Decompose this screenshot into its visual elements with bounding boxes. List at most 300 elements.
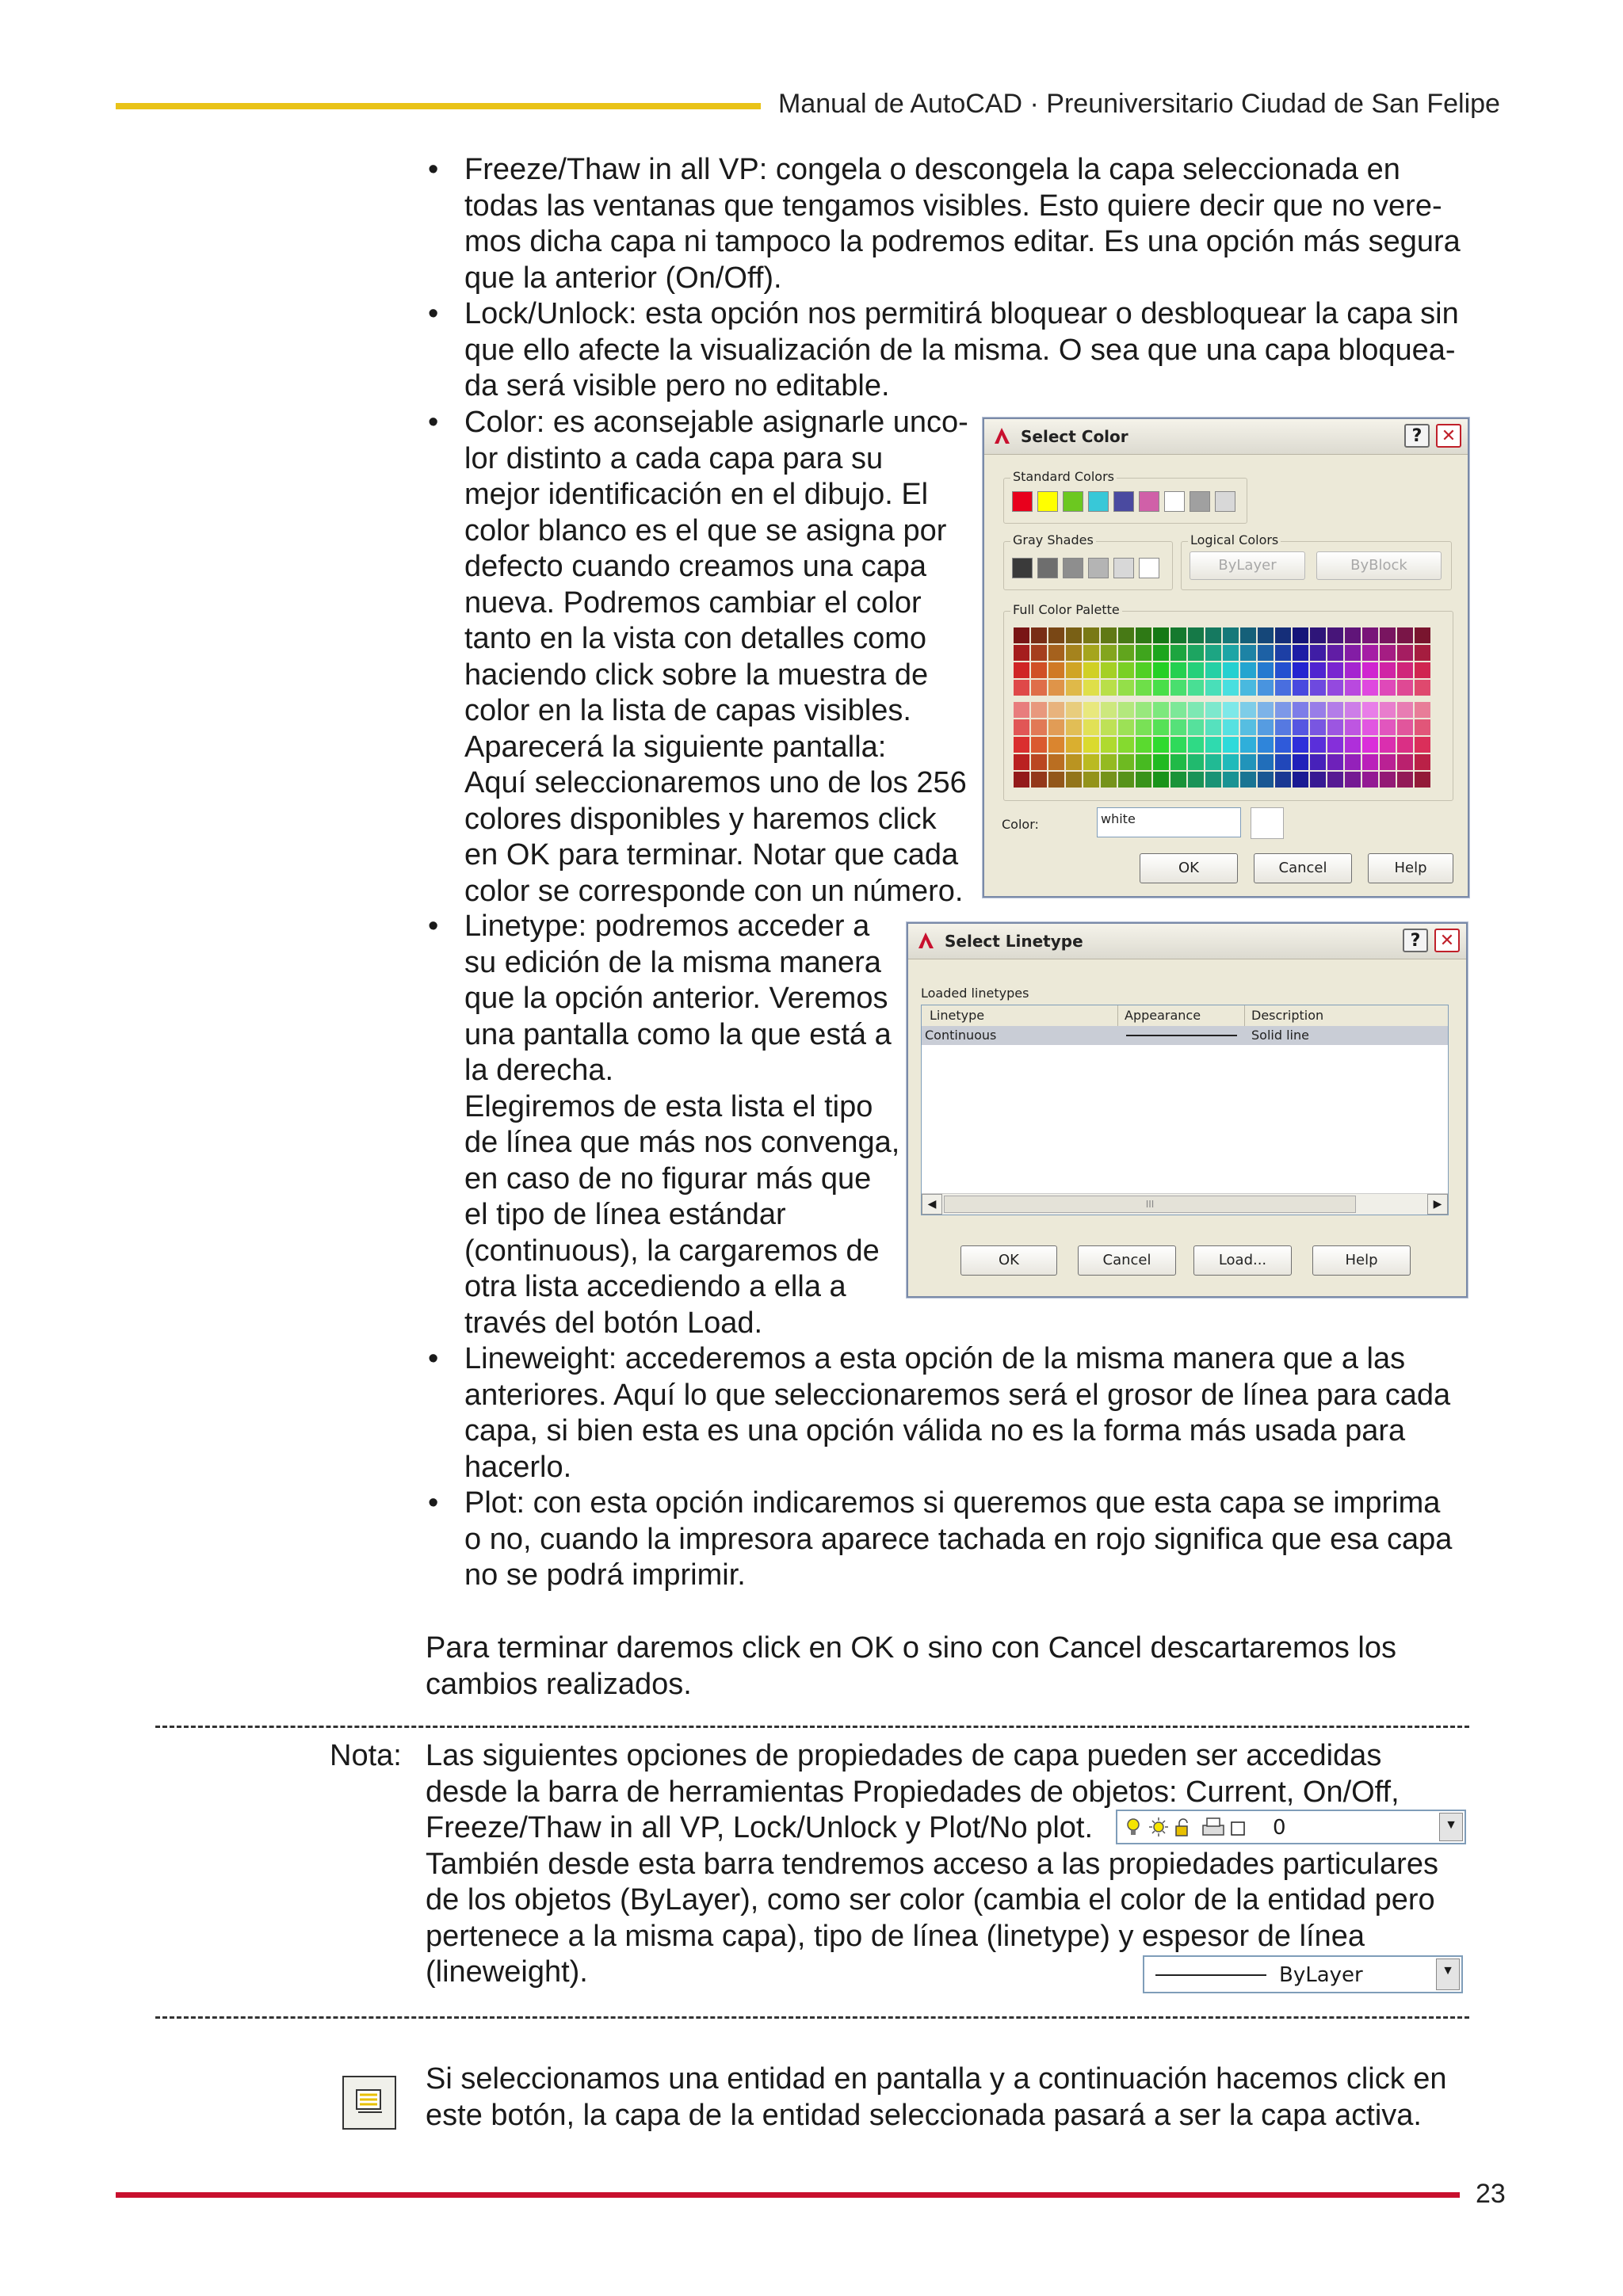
note-line-6: pertenece a la misma capa), tipo de línea (linetype) y espesor de línea	[426, 1919, 1365, 1953]
palette-cell[interactable]	[1048, 737, 1064, 753]
palette-cell[interactable]	[1066, 627, 1082, 643]
palette-cell[interactable]	[1118, 627, 1134, 643]
palette-cell[interactable]	[1083, 680, 1099, 696]
freeze-line-4: que la anterior (On/Off).	[464, 261, 782, 295]
standard-color-swatch[interactable]	[1088, 491, 1109, 512]
palette-cell[interactable]	[1101, 680, 1117, 696]
palette-cell[interactable]	[1031, 737, 1047, 753]
palette-cell[interactable]	[1170, 680, 1186, 696]
palette-cell[interactable]	[1083, 645, 1099, 661]
standard-color-swatch[interactable]	[1012, 491, 1033, 512]
palette-cell[interactable]	[1014, 702, 1029, 718]
palette-cell[interactable]	[1205, 702, 1221, 718]
linetype-line-5: la derecha.	[464, 1054, 614, 1087]
linetype-combo[interactable]	[1143, 1955, 1463, 1993]
palette-cell[interactable]	[1048, 772, 1064, 788]
palette-cell[interactable]	[1415, 680, 1430, 696]
palette-cell[interactable]	[1014, 754, 1029, 770]
palette-cell[interactable]	[1031, 645, 1047, 661]
palette-cell[interactable]	[1240, 702, 1256, 718]
palette-cell[interactable]	[1136, 702, 1151, 718]
logical-colors-label: Logical Colors	[1188, 532, 1281, 547]
palette-cell[interactable]	[1415, 754, 1430, 770]
color-input-value: white	[1101, 811, 1136, 826]
palette-cell[interactable]	[1397, 754, 1413, 770]
palette-cell[interactable]	[1362, 662, 1378, 678]
palette-cell[interactable]	[1240, 662, 1256, 678]
printer-icon	[1203, 1818, 1224, 1835]
palette-cell[interactable]	[1327, 680, 1343, 696]
palette-cell[interactable]	[1205, 680, 1221, 696]
palette-cell[interactable]	[1275, 662, 1291, 678]
linetype-line-7: de línea que más nos convenga,	[464, 1126, 900, 1159]
palette-cell[interactable]	[1345, 772, 1361, 788]
palette-cell[interactable]	[1118, 680, 1134, 696]
cancel-button[interactable]: Cancel	[1254, 853, 1352, 883]
palette-cell[interactable]	[1345, 627, 1361, 643]
help-icon[interactable]: ?	[1404, 424, 1430, 448]
palette-cell[interactable]	[1397, 680, 1413, 696]
palette-cell[interactable]	[1415, 702, 1430, 718]
palette-cell[interactable]	[1310, 737, 1326, 753]
palette-cell[interactable]	[1188, 662, 1204, 678]
palette-cell[interactable]	[1014, 645, 1029, 661]
standard-color-swatch[interactable]	[1063, 491, 1083, 512]
palette-cell[interactable]	[1223, 662, 1239, 678]
help-icon[interactable]: ?	[1403, 929, 1428, 952]
palette-cell[interactable]	[1380, 754, 1396, 770]
col-description[interactable]: Description	[1251, 1008, 1324, 1023]
palette-cell[interactable]	[1136, 680, 1151, 696]
cancel-button[interactable]: Cancel	[1078, 1245, 1176, 1276]
header-title: Manual de AutoCAD · Preuniversitario Ciudad de San Felipe	[778, 89, 1500, 119]
palette-cell[interactable]	[1293, 680, 1308, 696]
palette-cell[interactable]	[1293, 772, 1308, 788]
palette-cell[interactable]	[1293, 662, 1308, 678]
make-current-layer-button[interactable]	[342, 2076, 396, 2130]
color-line-7: tanto en la vista con detalles como	[464, 622, 927, 655]
color-input[interactable]	[1097, 807, 1241, 837]
standard-color-swatch[interactable]	[1215, 491, 1235, 512]
palette-cell[interactable]	[1101, 702, 1117, 718]
palette-cell[interactable]	[1415, 627, 1430, 643]
standard-color-swatch[interactable]	[1139, 491, 1159, 512]
palette-cell[interactable]	[1188, 737, 1204, 753]
palette-cell[interactable]	[1101, 719, 1117, 735]
palette-cell[interactable]	[1188, 702, 1204, 718]
plot-line-3: no se podrá imprimir.	[464, 1558, 746, 1592]
palette-cell[interactable]	[1188, 754, 1204, 770]
color-line-4: color blanco es el que se asigna por	[464, 513, 947, 547]
palette-cell[interactable]	[1380, 772, 1396, 788]
palette-cell[interactable]	[1240, 719, 1256, 735]
palette-cell[interactable]	[1380, 662, 1396, 678]
lock-line-3: da será visible pero no editable.	[464, 369, 890, 402]
palette-cell[interactable]	[1205, 772, 1221, 788]
palette-cell[interactable]	[1136, 645, 1151, 661]
palette-cell[interactable]	[1397, 737, 1413, 753]
palette-cell[interactable]	[1345, 754, 1361, 770]
palette-cell[interactable]	[1327, 772, 1343, 788]
palette-cell[interactable]	[1362, 772, 1378, 788]
autocad-logo-icon	[916, 930, 937, 951]
palette-cell[interactable]	[1258, 627, 1274, 643]
palette-cell[interactable]	[1031, 772, 1047, 788]
palette-cell[interactable]	[1223, 702, 1239, 718]
palette-cell[interactable]	[1205, 737, 1221, 753]
help-button[interactable]: Help	[1312, 1245, 1411, 1276]
palette-cell[interactable]	[1083, 772, 1099, 788]
color-line-2: lor distinto a cada capa para su	[464, 441, 884, 475]
palette-cell[interactable]	[1310, 662, 1326, 678]
palette-cell[interactable]	[1048, 719, 1064, 735]
palette-cell[interactable]	[1066, 719, 1082, 735]
linetype-line-11: otra lista accediendo a ella a	[464, 1270, 846, 1303]
palette-cell[interactable]	[1188, 645, 1204, 661]
lock-icon	[1176, 1819, 1187, 1836]
palette-cell[interactable]	[1240, 754, 1256, 770]
palette-cell[interactable]	[1293, 719, 1308, 735]
palette-cell[interactable]	[1275, 737, 1291, 753]
palette-cell[interactable]	[1397, 645, 1413, 661]
palette-cell[interactable]	[1362, 754, 1378, 770]
palette-cell[interactable]	[1310, 772, 1326, 788]
linetype-line-6: Elegiremos de esta lista el tipo	[464, 1089, 873, 1123]
palette-cell[interactable]	[1327, 754, 1343, 770]
palette-cell[interactable]	[1188, 627, 1204, 643]
gray-shade-swatch[interactable]	[1037, 558, 1058, 578]
color-line-9: color en la lista de capas visibles.	[464, 694, 911, 727]
palette-cell[interactable]	[1223, 719, 1239, 735]
standard-color-swatch[interactable]	[1190, 491, 1210, 512]
col-appearance[interactable]: Appearance	[1118, 1005, 1245, 1026]
palette-cell[interactable]	[1258, 662, 1274, 678]
palette-cell[interactable]	[1031, 719, 1047, 735]
palette-cell[interactable]	[1048, 702, 1064, 718]
palette-cell[interactable]	[1258, 680, 1274, 696]
palette-cell[interactable]	[1380, 737, 1396, 753]
palette-cell[interactable]	[1118, 737, 1134, 753]
palette-cell[interactable]	[1118, 645, 1134, 661]
palette-cell[interactable]	[1014, 772, 1029, 788]
palette-cell[interactable]	[1223, 737, 1239, 753]
palette-cell[interactable]	[1170, 772, 1186, 788]
palette-cell[interactable]	[1014, 680, 1029, 696]
bulb-icon	[1128, 1819, 1139, 1835]
palette-cell[interactable]	[1014, 662, 1029, 678]
palette-cell[interactable]	[1397, 627, 1413, 643]
horizontal-scrollbar[interactable]	[922, 1193, 1448, 1215]
bylayer-button[interactable]: ByLayer	[1190, 551, 1305, 580]
palette-cell[interactable]	[1380, 627, 1396, 643]
chevron-down-icon[interactable]: ▼	[1439, 1813, 1463, 1841]
layer-stack-icon	[344, 2077, 395, 2128]
palette-cell[interactable]	[1275, 754, 1291, 770]
palette-cell[interactable]	[1240, 737, 1256, 753]
lock-line-2: que ello afecte la visualización de la misma. O sea que una capa bloquea-	[464, 333, 1456, 367]
scroll-left-icon[interactable]: ◀	[922, 1194, 942, 1215]
palette-cell[interactable]	[1153, 719, 1169, 735]
palette-cell[interactable]	[1170, 702, 1186, 718]
palette-cell[interactable]	[1083, 719, 1099, 735]
palette-cell[interactable]	[1188, 772, 1204, 788]
palette-cell[interactable]	[1345, 680, 1361, 696]
dialog-title: Select Linetype	[945, 932, 1083, 951]
palette-cell[interactable]	[1293, 702, 1308, 718]
col-linetype[interactable]: Linetype	[922, 1005, 1118, 1026]
palette-cell[interactable]	[1136, 772, 1151, 788]
palette-cell[interactable]	[1362, 680, 1378, 696]
palette-cell[interactable]	[1031, 627, 1047, 643]
close-icon[interactable]: ✕	[1434, 929, 1460, 952]
help-button[interactable]: Help	[1368, 853, 1453, 883]
linetype-line-10: (continuous), la cargaremos de	[464, 1234, 880, 1268]
palette-cell[interactable]	[1205, 627, 1221, 643]
full-color-palette-group	[1003, 602, 1453, 801]
color-line-1: Color: es aconsejable asignarle unco-	[464, 406, 968, 439]
palette-cell[interactable]	[1275, 772, 1291, 788]
gray-shade-swatch[interactable]	[1012, 558, 1033, 578]
palette-cell[interactable]	[1345, 719, 1361, 735]
palette-cell[interactable]	[1345, 737, 1361, 753]
palette-cell[interactable]	[1031, 662, 1047, 678]
palette-cell[interactable]	[1327, 719, 1343, 735]
palette-cell[interactable]	[1240, 627, 1256, 643]
palette-cell[interactable]	[1101, 737, 1117, 753]
palette-cell[interactable]	[1118, 772, 1134, 788]
ok-button[interactable]: OK	[1140, 853, 1238, 883]
palette-cell[interactable]	[1293, 627, 1308, 643]
palette-cell[interactable]	[1031, 702, 1047, 718]
palette-cell[interactable]	[1397, 719, 1413, 735]
palette-cell[interactable]	[1170, 754, 1186, 770]
palette-cell[interactable]	[1293, 754, 1308, 770]
scroll-thumb[interactable]: III	[944, 1196, 1356, 1213]
palette-cell[interactable]	[1066, 772, 1082, 788]
palette-cell[interactable]	[1118, 662, 1134, 678]
freeze-line-1: Freeze/Thaw in all VP: congela o descongela la capa seleccionada en	[464, 153, 1400, 186]
palette-cell[interactable]	[1205, 662, 1221, 678]
palette-cell[interactable]	[1362, 702, 1378, 718]
gray-shade-swatch[interactable]	[1063, 558, 1083, 578]
gray-shades-group	[1003, 532, 1173, 590]
palette-cell[interactable]	[1345, 702, 1361, 718]
palette-cell[interactable]	[1083, 627, 1099, 643]
palette-cell[interactable]	[1083, 662, 1099, 678]
palette-cell[interactable]	[1048, 680, 1064, 696]
palette-cell[interactable]	[1258, 702, 1274, 718]
gray-shade-swatch[interactable]	[1113, 558, 1134, 578]
palette-cell[interactable]	[1153, 645, 1169, 661]
palette-cell[interactable]	[1327, 627, 1343, 643]
palette-cell[interactable]	[1083, 737, 1099, 753]
palette-cell[interactable]	[1327, 737, 1343, 753]
palette-cell[interactable]	[1275, 680, 1291, 696]
palette-cell[interactable]	[1205, 754, 1221, 770]
palette-cell[interactable]	[1031, 754, 1047, 770]
bullet-dot: •	[428, 1486, 439, 1520]
palette-cell[interactable]	[1170, 627, 1186, 643]
palette-cell[interactable]	[1275, 719, 1291, 735]
palette-cell[interactable]	[1415, 645, 1430, 661]
palette-cell[interactable]	[1153, 702, 1169, 718]
palette-cell[interactable]	[1362, 645, 1378, 661]
sun-icon	[1149, 1817, 1168, 1836]
palette-cell[interactable]	[1048, 662, 1064, 678]
palette-cell[interactable]	[1345, 645, 1361, 661]
palette-cell[interactable]	[1136, 754, 1151, 770]
palette-cell[interactable]	[1118, 719, 1134, 735]
palette-cell[interactable]	[1136, 627, 1151, 643]
palette-cell[interactable]	[1136, 737, 1151, 753]
ok-button[interactable]: OK	[960, 1245, 1057, 1276]
palette-cell[interactable]	[1310, 754, 1326, 770]
palette-upper[interactable]	[1014, 627, 1430, 696]
palette-cell[interactable]	[1258, 645, 1274, 661]
palette-cell[interactable]	[1101, 662, 1117, 678]
palette-cell[interactable]	[1415, 737, 1430, 753]
palette-cell[interactable]	[1101, 772, 1117, 788]
standard-color-swatch[interactable]	[1037, 491, 1058, 512]
palette-cell[interactable]	[1048, 645, 1064, 661]
palette-cell[interactable]	[1101, 754, 1117, 770]
freeze-line-2: todas las ventanas que tengamos visibles. Esto quiere decir que no vere-	[464, 189, 1442, 223]
palette-cell[interactable]	[1223, 772, 1239, 788]
palette-cell[interactable]	[1310, 680, 1326, 696]
palette-cell[interactable]	[1066, 645, 1082, 661]
palette-cell[interactable]	[1380, 719, 1396, 735]
load-button[interactable]: Load...	[1193, 1245, 1292, 1276]
palette-cell[interactable]	[1170, 662, 1186, 678]
palette-cell[interactable]	[1223, 680, 1239, 696]
palette-cell[interactable]	[1118, 754, 1134, 770]
byblock-button[interactable]: ByBlock	[1316, 551, 1442, 580]
palette-cell[interactable]	[1083, 754, 1099, 770]
palette-cell[interactable]	[1188, 680, 1204, 696]
palette-cell[interactable]	[1415, 662, 1430, 678]
palette-cell[interactable]	[1240, 772, 1256, 788]
header-rule	[116, 103, 761, 109]
palette-cell[interactable]	[1275, 645, 1291, 661]
standard-color-swatch[interactable]	[1113, 491, 1134, 512]
palette-cell[interactable]	[1310, 645, 1326, 661]
palette-cell[interactable]	[1118, 702, 1134, 718]
note-line-4: También desde esta barra tendremos acceso a las propiedades particulares	[426, 1847, 1438, 1881]
palette-cell[interactable]	[1153, 772, 1169, 788]
palette-cell[interactable]	[1223, 627, 1239, 643]
palette-cell[interactable]	[1170, 719, 1186, 735]
close-icon[interactable]: ✕	[1436, 424, 1461, 448]
scroll-right-icon[interactable]: ▶	[1427, 1194, 1448, 1215]
palette-cell[interactable]	[1310, 702, 1326, 718]
palette-cell[interactable]	[1153, 627, 1169, 643]
color-line-3: mejor identificación en el dibujo. El	[464, 478, 929, 511]
palette-cell[interactable]	[1066, 737, 1082, 753]
palette-cell[interactable]	[1014, 737, 1029, 753]
palette-cell[interactable]	[1258, 737, 1274, 753]
palette-cell[interactable]	[1170, 645, 1186, 661]
palette-cell[interactable]	[1188, 719, 1204, 735]
palette-cell[interactable]	[1380, 702, 1396, 718]
tip-line-2: este botón, la capa de la entidad seleccionada pasará a ser la capa activa.	[426, 2098, 1422, 2132]
palette-cell[interactable]	[1397, 662, 1413, 678]
palette-cell[interactable]	[1136, 719, 1151, 735]
palette-cell[interactable]	[1048, 627, 1064, 643]
palette-cell[interactable]	[1293, 645, 1308, 661]
palette-cell[interactable]	[1397, 772, 1413, 788]
palette-cell[interactable]	[1048, 754, 1064, 770]
palette-cell[interactable]	[1310, 719, 1326, 735]
palette-cell[interactable]	[1031, 680, 1047, 696]
palette-cell[interactable]	[1170, 737, 1186, 753]
palette-cell[interactable]	[1380, 645, 1396, 661]
list-header	[922, 1005, 1448, 1027]
palette-cell[interactable]	[1345, 662, 1361, 678]
palette-cell[interactable]	[1153, 680, 1169, 696]
color-line-8: haciendo click sobre la muestra de	[464, 658, 929, 692]
palette-cell[interactable]	[1153, 737, 1169, 753]
palette-cell[interactable]	[1223, 645, 1239, 661]
palette-cell[interactable]	[1205, 719, 1221, 735]
palette-cell[interactable]	[1397, 702, 1413, 718]
palette-cell[interactable]	[1153, 754, 1169, 770]
palette-cell[interactable]	[1066, 662, 1082, 678]
palette-cell[interactable]	[1205, 645, 1221, 661]
palette-cell[interactable]	[1014, 627, 1029, 643]
palette-cell[interactable]	[1101, 627, 1117, 643]
palette-cell[interactable]	[1327, 645, 1343, 661]
palette-lower[interactable]	[1014, 702, 1430, 788]
linetype-line-2: su edición de la misma manera	[464, 945, 881, 979]
palette-cell[interactable]	[1258, 719, 1274, 735]
palette-cell[interactable]	[1362, 737, 1378, 753]
palette-cell[interactable]	[1083, 702, 1099, 718]
palette-cell[interactable]	[1415, 772, 1430, 788]
gray-shades-label: Gray Shades	[1010, 532, 1096, 547]
palette-cell[interactable]	[1066, 680, 1082, 696]
palette-cell[interactable]	[1240, 680, 1256, 696]
palette-cell[interactable]	[1380, 680, 1396, 696]
palette-cell[interactable]	[1310, 627, 1326, 643]
palette-cell[interactable]	[1101, 645, 1117, 661]
table-row[interactable]	[922, 1026, 1448, 1045]
palette-cell[interactable]	[1415, 719, 1430, 735]
standard-color-swatch[interactable]	[1164, 491, 1185, 512]
chevron-down-icon[interactable]: ▼	[1436, 1958, 1460, 1990]
palette-cell[interactable]	[1327, 702, 1343, 718]
lock-line-1: Lock/Unlock: esta opción nos permitirá bloquear o desbloquear la capa sin	[464, 297, 1459, 330]
palette-cell[interactable]	[1258, 772, 1274, 788]
palette-cell[interactable]	[1153, 662, 1169, 678]
palette-cell[interactable]	[1258, 754, 1274, 770]
palette-cell[interactable]	[1275, 627, 1291, 643]
palette-cell[interactable]	[1327, 662, 1343, 678]
palette-cell[interactable]	[1362, 627, 1378, 643]
palette-cell[interactable]	[1275, 702, 1291, 718]
palette-cell[interactable]	[1136, 662, 1151, 678]
palette-cell[interactable]	[1240, 645, 1256, 661]
palette-cell[interactable]	[1362, 719, 1378, 735]
layer-combo[interactable]	[1116, 1810, 1466, 1844]
gray-shade-swatch[interactable]	[1088, 558, 1109, 578]
palette-cell[interactable]	[1223, 754, 1239, 770]
palette-cell[interactable]	[1014, 719, 1029, 735]
palette-cell[interactable]	[1293, 737, 1308, 753]
palette-cell[interactable]	[1066, 702, 1082, 718]
linetype-list[interactable]	[921, 1005, 1449, 1215]
gray-shade-swatch[interactable]	[1139, 558, 1159, 578]
palette-cell[interactable]	[1066, 754, 1082, 770]
